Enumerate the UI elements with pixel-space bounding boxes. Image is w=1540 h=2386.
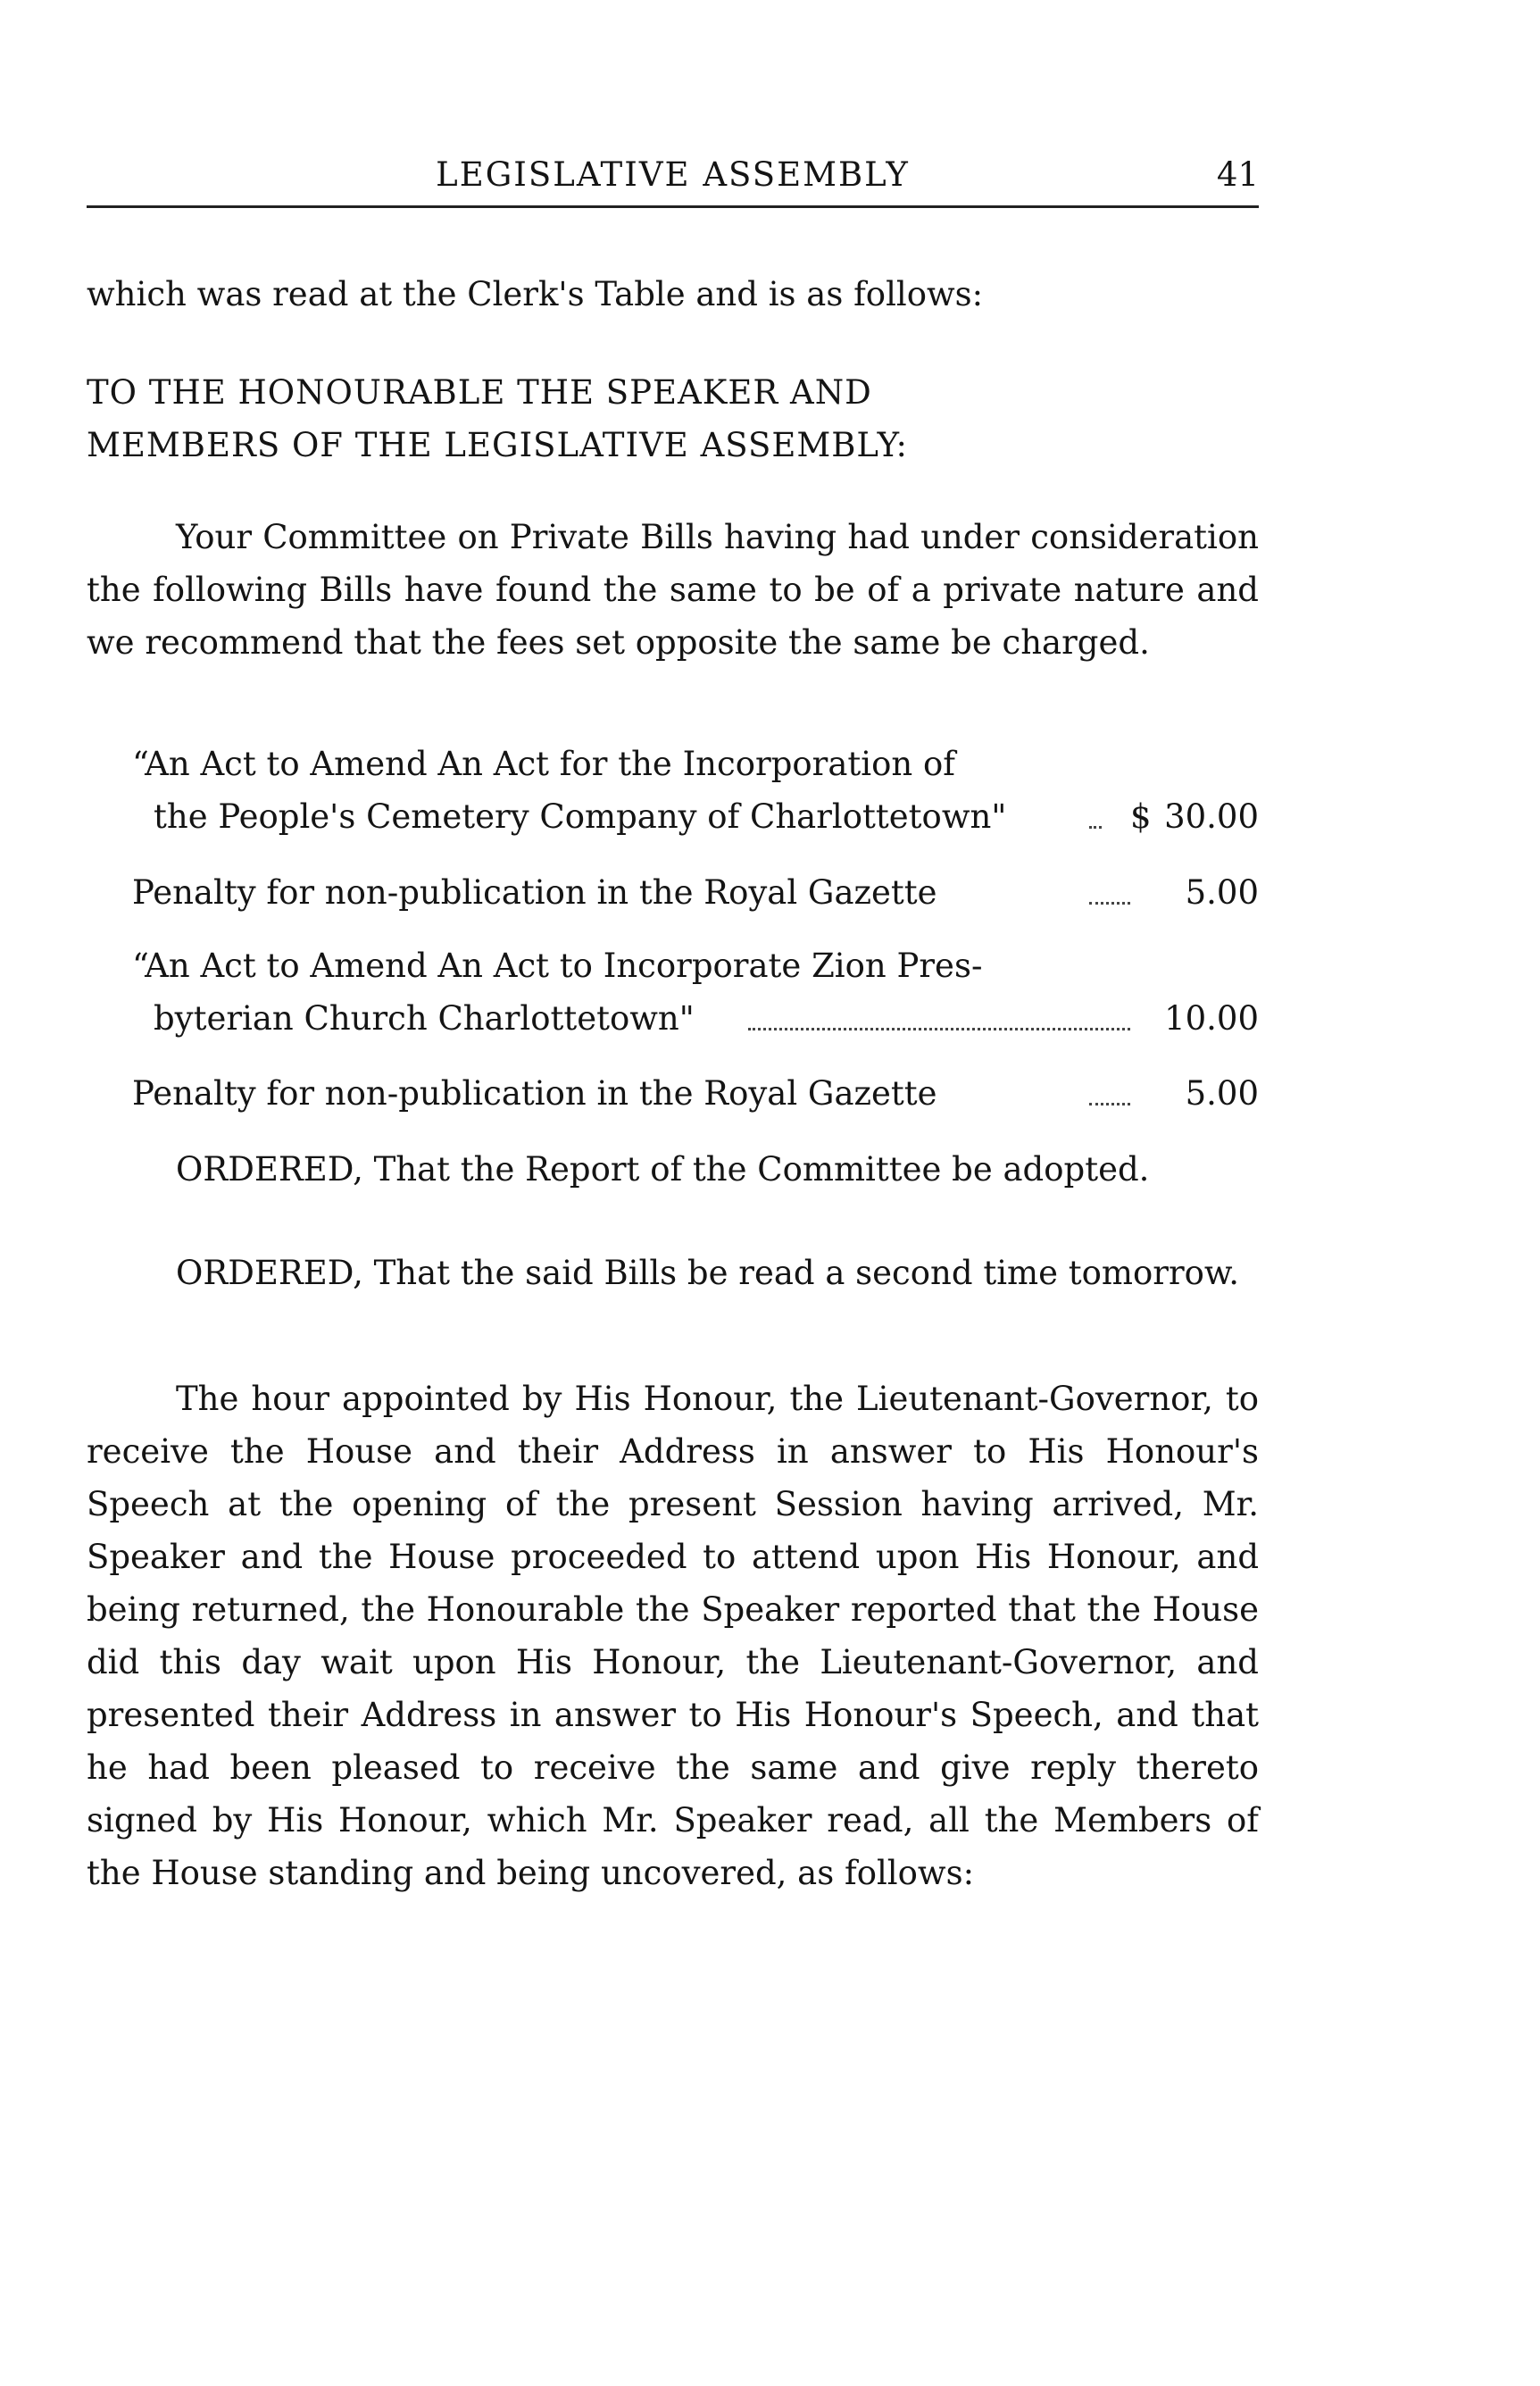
penalty-entry-2 <box>132 1067 1259 1120</box>
address-line-1: TO THE HONOURABLE THE SPEAKER AND <box>87 373 872 412</box>
fee-entry-1-title: “An Act to Amend An Act for the Incorporation of <box>132 745 955 783</box>
address-line-2: MEMBERS OF THE LEGISLATIVE ASSEMBLY: <box>87 426 908 464</box>
fee-entry-1-title-cont: the People's Cemetery Company of Charlottetown" <box>154 797 1007 836</box>
fee-entry-2-amount: 10.00 <box>1164 999 1259 1038</box>
dot-leader <box>1089 1103 1130 1105</box>
penalty-entry-1-amount: 5.00 <box>1185 873 1259 912</box>
dot-leader <box>1089 902 1130 905</box>
ordered-second-reading: ORDERED, That the said Bills be read a second time tomorrow. <box>176 1254 1239 1292</box>
fee-entry-2 <box>132 939 1259 1045</box>
ordered-adopted: ORDERED, That the Report of the Committee be adopted. <box>176 1150 1150 1189</box>
fee-entry-2-title-cont: byterian Church Charlottetown" <box>154 999 695 1038</box>
page-number: 41 <box>1216 155 1259 194</box>
penalty-entry-2-label: Penalty for non-publication in the Royal Gazette <box>132 1074 937 1113</box>
penalty-entry-1 <box>132 866 1259 919</box>
running-title: LEGISLATIVE ASSEMBLY <box>436 155 910 194</box>
intro-line: which was read at the Clerk's Table and is as follows: <box>87 275 984 313</box>
fee-entry-1 <box>132 738 1259 843</box>
currency-sign: $ <box>1130 797 1152 836</box>
fee-entry-1-amount: 30.00 <box>1164 797 1259 836</box>
final-paragraph: The hour appointed by His Honour, the Lieutenant-Governor, to receive the House and their Address in answer to His Honour's Speech at the opening of the present Session having arrived, Mr. Speaker and the House proceeded to attend upon His Honour, and being returned, the Honourable the Speaker reported that the House did this day wait upon His Honour, the Lieutenant-Governor, and presented their Address in answer to His Honour's Speech, and that he had been pleased to receive the same and give reply thereto signed by His Honour, which Mr. Speaker read, all the Members of the House standing and being uncovered, as follows: <box>87 1380 1259 1892</box>
dot-leader <box>748 1028 1130 1030</box>
report-paragraph: Your Committee on Private Bills having had under consideration the following Bills have found the same to be of a private nature and we recommend that the fees set opposite the same be charged. <box>87 518 1259 662</box>
penalty-entry-1-label: Penalty for non-publication in the Royal Gazette <box>132 873 937 912</box>
penalty-entry-2-amount: 5.00 <box>1185 1074 1259 1113</box>
running-header <box>87 152 1259 208</box>
dot-leader <box>1089 826 1102 829</box>
fee-entry-2-title: “An Act to Amend An Act to Incorporate Zion Pres- <box>132 947 983 985</box>
